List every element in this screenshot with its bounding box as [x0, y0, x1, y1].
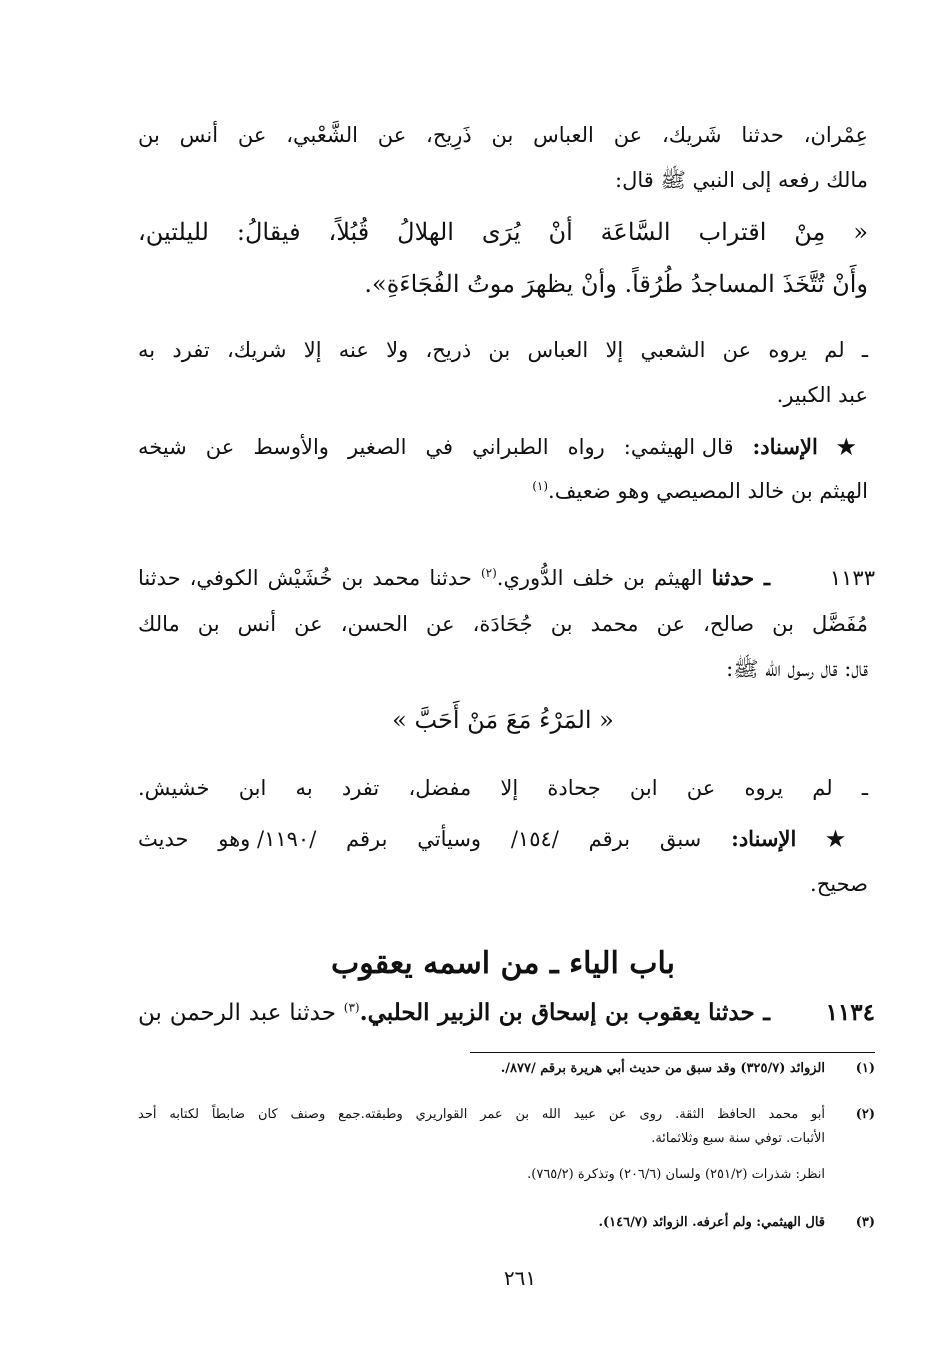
footnote: قال الهيثمي: ولم أعرفه. الزوائد (١٤٦/٧). [598, 1215, 825, 1230]
footnote-number: (٢) [855, 1107, 875, 1122]
commentary-line: ـ لم يروه عن الشعبي إلا العباس بن ذريح، ولا عنه إلا شريك، تفرد به [138, 338, 868, 362]
text-line: عِمْران، حدثنا شَريك، عن العباس بن ذَرِيح، عن الشَّعْبي، عن أنس بن [138, 123, 868, 147]
text-line: قال: قال رسول الله ﷺ: [726, 657, 868, 681]
section-heading: باب الياء ـ من اسمه يعقوب [330, 946, 676, 981]
hadith-text: وأَنْ تُتَّخَذَ المساجدُ طُرُقاً. وأنْ يظهرَ موتُ الفُجَاءَةِ». [364, 270, 868, 298]
page-number: ٢٦١ [503, 1266, 537, 1290]
footnote: أبو محمد الحافظ الثقة. روى عن عبيد الله بن عمر القواريري وطبقته.جمع وصنف كان ضابطاً لكتابه أحد [138, 1107, 825, 1122]
isnad-label: الإسناد: [731, 826, 797, 851]
isnad-line: صحيح. [810, 872, 868, 896]
star-icon: ★ [836, 434, 868, 459]
footnote: الزوائد (٣٢٥/٧) وقد سبق من حديث أبي هريرة برقم /٨٧٧/. [500, 1061, 825, 1076]
commentary-line: عبد الكبير. [776, 383, 868, 407]
hadith-text: « مِنْ اقتراب السَّاعَة أنْ يُرَى الهلالُ قُبُلاً، فيقالُ: لليلتين، [138, 218, 868, 246]
text-line: مُفَضَّل بن صالح، عن محمد بن جُحَادَة، عن الحسن، عن أنس بن مالك [138, 612, 868, 636]
text-line: ـ حدثنا الهيثم بن خلف الدُّوري.$^{(٢)}$ حدثنا محمد بن خُشَيْش الكوفي، حدثنا [138, 565, 770, 590]
star-icon: ★ [826, 826, 869, 851]
isnad-line [138, 822, 868, 856]
hadith-number: ١١٣٤ [825, 999, 875, 1026]
hadith-number: ١١٣٣ [829, 566, 875, 590]
hadith-text: « المَرْءُ مَعَ مَنْ أَحَبَّ » [392, 706, 614, 734]
footnote-ref: (١) [532, 479, 549, 493]
isnad-label: الإسناد: [752, 434, 818, 459]
footnote-ref: (٢) [480, 566, 497, 580]
isnad-line: الهيثم بن خالد المصيصي وهو ضعيف.$^{(١)}$ [532, 479, 868, 503]
footnote-number: (٣) [855, 1215, 875, 1230]
text-line: مالك رفعه إلى النبي ﷺ قال: [615, 168, 868, 192]
footnote-ref: (٣) [343, 1000, 360, 1015]
footnote-number: (١) [855, 1061, 875, 1076]
isnad-line [138, 430, 868, 464]
isnad-text: قال الهيثمي: رواه الطبراني في الصغير والأوسط عن شيخه [138, 435, 734, 459]
footnote: الأثبات. توفي سنة سبع وثلاثمائة. [651, 1131, 825, 1146]
footnote: انظر: شذرات (٢٥١/٢) ولسان (٢٠٦/٦) وتذكرة (٧٦٥/٢). [527, 1167, 825, 1182]
commentary-line: ـ لم يروه عن ابن جحادة إلا مفضل، تفرد به ابن خشيش. [138, 776, 868, 800]
isnad-text: سبق برقم /١٥٤/ وسيأتي برقم /١١٩٠/ وهو حديث [138, 827, 702, 851]
footnote-divider [470, 1052, 875, 1053]
text-line: ـ حدثنا يعقوب بن إسحاق بن الزبير الحلبي.$^{(٣)}$ حدثنا عبد الرحمن بن [138, 999, 770, 1026]
